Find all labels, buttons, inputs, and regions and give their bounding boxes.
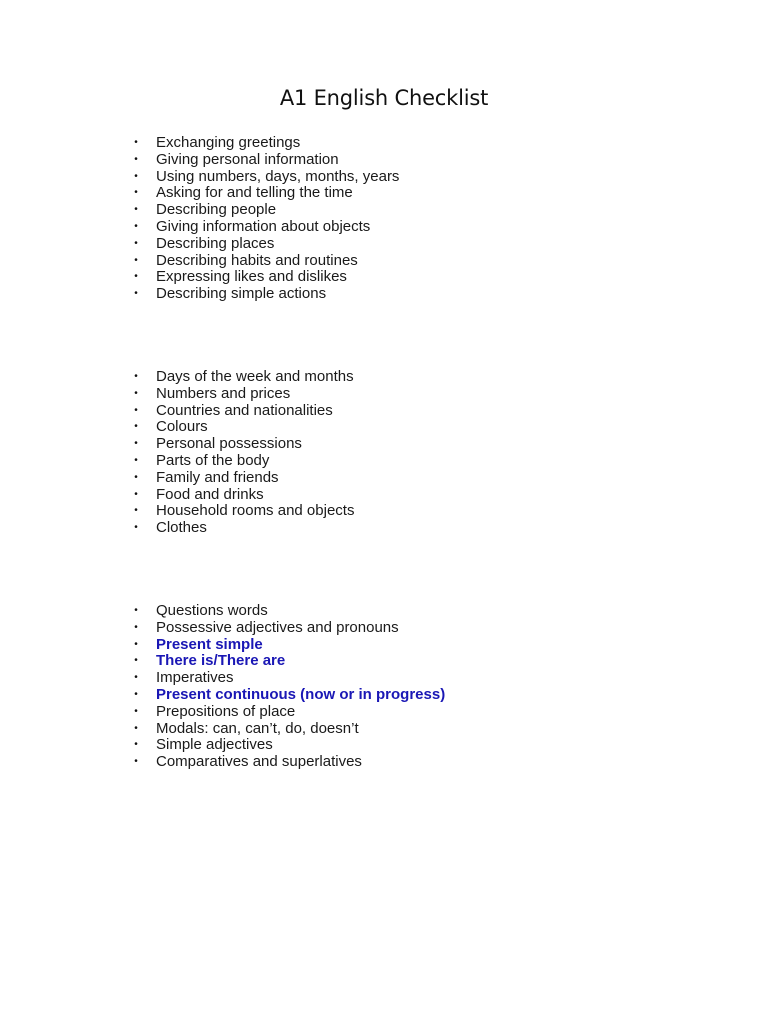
list-item-text: Personal possessions	[156, 435, 302, 453]
bullet-icon: •	[134, 137, 138, 148]
bullet-icon: •	[134, 505, 138, 517]
list-item	[0, 737, 445, 754]
list-item	[0, 369, 354, 386]
bullet-icon: •	[134, 371, 138, 382]
bullet-icon: •	[134, 739, 138, 751]
bullet-icon: •	[134, 387, 138, 399]
bullet-icon: •	[134, 187, 138, 199]
list-item-text: Prepositions of place	[156, 702, 296, 720]
list-item	[0, 453, 354, 470]
list-item-text: Household rooms and objects	[156, 502, 355, 520]
list-item-text: There is/There are	[156, 652, 286, 670]
bullet-icon: •	[134, 237, 138, 249]
list-item-text: Comparatives and superlatives	[156, 753, 362, 771]
list-item	[0, 470, 354, 487]
list-item-text: Food and drinks	[156, 485, 264, 503]
bullet-icon: •	[134, 522, 138, 534]
bullet-icon: •	[134, 438, 138, 450]
list-item-text: Possessive adjectives and pronouns	[156, 618, 399, 636]
list-item-text: Numbers and prices	[156, 384, 291, 402]
list-item	[0, 721, 445, 738]
list-item-text: Describing habits and routines	[156, 251, 358, 269]
list-item-text: Days of the week and months	[156, 368, 354, 385]
list-item-text: Imperatives	[156, 669, 234, 687]
list-item-text: Questions words	[156, 602, 268, 619]
bullet-icon: •	[134, 153, 138, 165]
list-item-text: Using numbers, days, months, years	[156, 167, 400, 185]
list-item	[0, 253, 399, 270]
bullet-icon: •	[134, 471, 138, 483]
page-title: A1 English Checklist	[279, 86, 489, 110]
bullet-icon: •	[134, 421, 138, 433]
list-item-text: Parts of the body	[156, 451, 270, 469]
list-item	[0, 620, 445, 637]
list-item-text: Modals: can, can’t, do, doesn’t	[156, 719, 359, 737]
list-item	[0, 520, 354, 537]
list-item	[0, 687, 445, 704]
list-item	[0, 169, 399, 186]
bullet-icon: •	[134, 404, 138, 416]
checklist-section-grammar	[0, 603, 445, 771]
list-item	[0, 637, 445, 654]
bullet-icon: •	[134, 705, 138, 717]
checklist-section-vocabulary	[0, 369, 354, 537]
list-item	[0, 670, 445, 687]
list-item-text: Family and friends	[156, 468, 279, 486]
list-item-text: Describing places	[156, 234, 275, 252]
list-item-text: Giving personal information	[156, 150, 339, 168]
bullet-icon: •	[134, 170, 138, 182]
list-item	[0, 219, 399, 236]
list-item	[0, 386, 354, 403]
list-item-text: Simple adjectives	[156, 736, 273, 754]
list-item	[0, 185, 399, 202]
bullet-icon: •	[134, 672, 138, 684]
bullet-icon: •	[134, 722, 138, 734]
bullet-icon: •	[134, 220, 138, 232]
bullet-icon: •	[134, 271, 138, 283]
list-item	[0, 286, 399, 303]
list-item	[0, 236, 399, 253]
bullet-icon: •	[134, 638, 138, 650]
bullet-icon: •	[134, 655, 138, 667]
list-item-text: Giving information about objects	[156, 217, 371, 235]
list-item	[0, 152, 399, 169]
list-item	[0, 653, 445, 670]
list-item	[0, 603, 445, 620]
bullet-icon: •	[134, 688, 138, 700]
list-item-text: Countries and nationalities	[156, 401, 333, 419]
list-item-text: Asking for and telling the time	[156, 184, 353, 202]
list-item	[0, 419, 354, 436]
list-item	[0, 503, 354, 520]
list-item	[0, 704, 445, 721]
list-item	[0, 436, 354, 453]
bullet-icon: •	[134, 454, 138, 466]
list-item	[0, 202, 399, 219]
list-item-text: Clothes	[156, 519, 207, 537]
bullet-icon: •	[134, 288, 138, 300]
list-item-text: Exchanging greetings	[156, 134, 301, 151]
list-item	[0, 754, 445, 771]
bullet-icon: •	[134, 756, 138, 768]
list-item	[0, 269, 399, 286]
list-item-text: Describing simple actions	[156, 285, 327, 303]
list-item-text: Present continuous (now or in progress)	[156, 685, 446, 703]
bullet-icon: •	[134, 605, 138, 616]
list-item-text: Present simple	[156, 635, 263, 653]
bullet-icon: •	[134, 204, 138, 216]
list-item-text: Describing people	[156, 201, 277, 219]
list-item-text: Expressing likes and dislikes	[156, 268, 347, 286]
list-item-text: Colours	[156, 418, 208, 436]
list-item	[0, 487, 354, 504]
bullet-icon: •	[134, 621, 138, 633]
bullet-icon: •	[134, 488, 138, 500]
bullet-icon: •	[134, 254, 138, 266]
list-item	[0, 135, 399, 152]
list-item	[0, 403, 354, 420]
checklist-section-functions	[0, 135, 399, 303]
